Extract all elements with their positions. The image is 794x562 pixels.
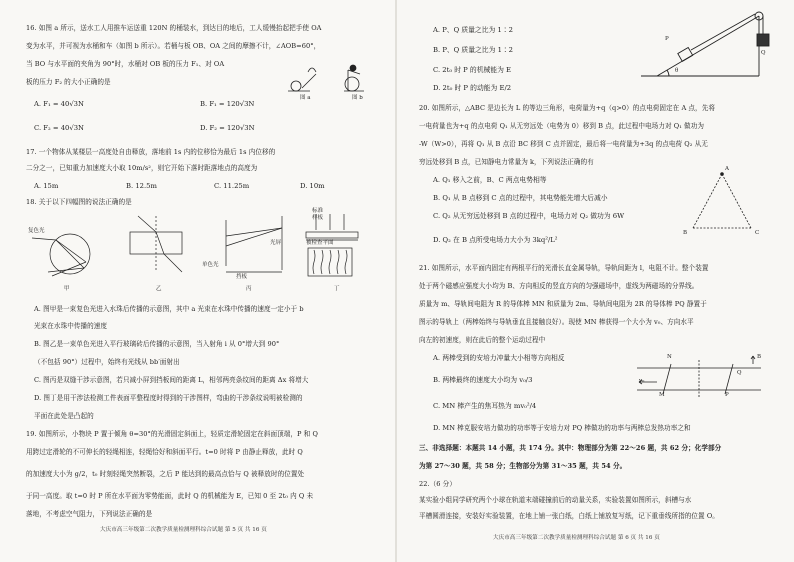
q17-option-a: A. 15m [34,182,59,190]
q19-line-5: 落地，不考虑空气阻力，下列说法正确的是 [26,510,153,518]
q19-option-d: D. 2t₀ 时 P 的动能为 E/2 [433,84,512,92]
q18-option-a-1: A. 图甲是一束复色光进入水珠后传播的示意图，其中 a 光束在水珠中传播的速度一定小于 b [34,305,304,313]
q18-option-d-1: D. 图丁是用干涉法检测工件表面平整程度时得到的干涉图样，弯曲的干涉条纹说明被检测的 [34,394,303,402]
q19-line-4: 于同一高度。取 t=0 时 P 所在水平面为零势能面，此时 Q 的机械能为 E，已知 0 至 2t₀ 内 Q 未 [26,492,314,500]
q17-option-d: D. 10m [300,182,325,190]
right-page [397,0,794,562]
fig-q20-a: A [725,166,729,172]
q18-option-d-2: 平面在此处是凸起的 [34,412,94,420]
q21-line-5: 向左的初速度，则在此后的整个运动过程中 [419,336,546,344]
q18-line-1: 18. 关于以下四幅图的说法正确的是 [26,198,132,206]
fig-q19-theta: θ [675,68,679,74]
q19-option-a: A. P、Q 质量之比为 1∶2 [433,26,513,34]
fig-q21-m: M [659,392,665,398]
q20-triangle-figure [687,168,760,236]
q17-option-b: B. 12.5m [126,182,157,190]
q19-incline-figure [637,6,767,80]
section-3-line-2: 为第 27～30 题，共 58 分；生物部分为第 31～35 题，共 54 分。 [419,462,627,470]
q19-option-b: B. P、Q 质量之比为 1∶2 [433,46,514,54]
q17-line-2: 二分之一，已知重力加速度大小取 10m/s²，则它开始下落时距落地点的高度为 [26,164,258,172]
q22-line-1: 某实验小组同学研究两个小球在轨道末端碰撞前后的动量关系，实验装置如图所示，斜槽与水 [419,496,692,504]
q16-line-2: 变为水平，并可视为水桶和车（如图 b 所示）。若桶与板 OB、OA 之间的摩擦不计，∠AOB=60°， [26,42,321,50]
q16-figure [282,60,377,100]
q18-option-c: C. 图丙是双缝干涉示意图，若只减小屏到挡板间的距离 L，相邻两亮条纹间的距离 Δx 将增大 [34,376,309,384]
fig-biaozhun-label: 标准 [312,208,324,214]
q19-line-1: 19. 如图所示，小物块 P 置于倾角 θ=30°的光滑固定斜面上，轻质定滑轮固定在斜面顶端，P 和 Q [26,430,318,438]
section-3-line-1: 三、非选择题：本题共 14 小题，共 174 分。其中：物理部分为第 22～26 题，共 62 分；化学部分 [419,444,722,452]
fig-ding-label: 丁 [334,286,340,292]
fig-q20-b: B [683,230,688,236]
q20-option-a: A. Q₁ 移入之前，B、C 两点电势相等 [433,176,547,184]
q16-option-d: D. F₂ = 120√3N [200,124,255,132]
q16-option-b: B. F₁ = 120√3N [200,100,255,108]
fig-fuse-label: 复色光 [28,228,45,234]
right-footer: 大庆市高三年级第二次教学质量检测理科综合试题 第 6 页 共 16 页 [493,535,660,541]
q16-line-1: 16. 如图 a 所示，送水工人用推车运送重 120N 的桶装水，到达目的地后，工人缓慢抬起把手使 OA [26,24,322,32]
fig-yi-label: 乙 [156,286,162,292]
q17-line-1: 17. 一个物体从某楼层一高度处自由释放，落地前 1s 内的位移恰为最后 1s 内位移的 [26,148,276,156]
fig-guanping-label: 光屏 [270,240,282,246]
q21-line-2: 处于两个磁感应强度大小均为 B、方向相反的竖直方向的匀强磁场中，虚线为两磁场的分界线。 [419,282,699,290]
q18-option-a-2: 光束在水珠中传播的速度 [34,322,108,330]
fig-dangban-label: 挡板 [236,274,248,280]
q22-line-2: 平槽圆滑连接，安装好实验装置，在地上铺一张白纸，白纸上铺放复写纸，记下重垂线所指的位置 O。 [419,512,719,520]
q21-option-b: B. 两棒最终的速度大小均为 v₀/3 [433,376,533,384]
q16-option-c: C. F₂ = 40√3N [34,124,84,132]
q20-line-4: 穷远处移到 B 点，已知静电力常量为 k，下列说法正确的有 [419,158,594,166]
q21-option-c: C. MN 棒产生的焦耳热为 mv₀²/4 [433,402,537,410]
q18-option-b-1: B. 图乙是一束单色光进入平行玻璃砖后传播的示意图，当入射角 i 从 0°增大到 90° [34,340,280,348]
q19-option-c: C. 2t₀ 时 P 的机械能为 E [433,66,512,74]
q21-line-4: 图示的导轨上（两棒始终与导轨垂直且接触良好）。现使 MN 棒获得一个大小为 v₀、方向水平 [419,318,694,326]
fig-q21-v0: v₀ [639,378,645,384]
q21-line-1: 21. 如图所示，水平面内固定有两根平行的光滑长直金属导轨，导轨间距为 l，电阻不计。整个装置 [419,264,709,272]
fig-q21-p: P [725,392,729,398]
q19-line-2: 用跨过定滑轮的不可伸长的轻绳相连，轻绳恰好和斜面平行。t=0 时将 P 由静止释放，此时 Q [26,448,303,456]
fig-yangban-label: 样板 [312,215,324,221]
fig-q21-b: B [757,354,762,360]
q20-line-1: 20. 如图所示，△ABC 是边长为 L 的等边三角形，电荷量为+q（q>0）的点电荷固定在 A 点，先将 [419,104,715,112]
q20-option-d: D. Q₂ 在 B 点所受电场力大小为 3kq²/L² [433,236,558,244]
q17-option-c: C. 11.25m [214,182,250,190]
q16-option-a: A. F₁ = 40√3N [34,100,84,108]
fig-q19-q: Q [761,50,766,56]
q21-line-3: 质量为 m、导轨间电阻为 R 的导体棒 MN 和质量为 2m、导轨间电阻为 2R 的导体棒 PQ 静置于 [419,300,707,308]
q19-line-3: 的加速度大小为 g/2，t₀ 时刻轻绳突然断裂，之后 P 能达到的最高点恰与 Q 被释放时的位置处 [26,470,305,478]
q22-title: 22.（6 分） [419,480,456,488]
q20-option-b: B. Q₁ 从 B 点移到 C 点的过程中，其电势能先增大后减小 [433,194,608,202]
q18-option-b-2: （不包括 90°）过程中，始终有光线从 bb′面射出 [34,358,180,366]
q21-option-d: D. MN 棒克服安培力做功的功率等于安培力对 PQ 棒做功的功率与两棒总发热功率之和 [433,424,691,432]
fig-q19-p: P [665,36,669,42]
q21-rails-figure [633,352,765,402]
fig-beijian-label: 被检查平面 [306,240,334,246]
fig-q21-n: N [667,354,672,360]
q20-option-c: C. Q₂ 从无穷远处移到 B 点的过程中，电场力对 Q₂ 做功为 6W [433,212,625,220]
q20-line-2: 一电荷量也为+q 的点电荷 Q₁ 从无穷远处（电势为 0）移到 B 点，此过程中电场力对 Q₁ 做功为 [419,122,704,130]
q16-line-4: 板的压力 F₂ 的大小正确的是 [26,78,111,86]
fig-jia-label: 甲 [64,286,70,292]
q20-line-3: -W（W>0），再将 Q₁ 从 B 点沿 BC 移到 C 点并固定，最后将一电荷量为+3q 的点电荷 Q₂ 从无 [419,140,708,148]
fig-q21-q: Q [737,370,742,376]
fig-b-label: 图 b [352,95,363,101]
q16-line-3: 当 BO 与水平面的夹角为 90°时，水桶对 OB 板的压力 F₁、对 OA [26,60,225,68]
fig-a-label: 图 a [300,95,311,101]
q18-figures [26,210,376,284]
left-footer: 大庆市高三年级第二次教学质量检测理科综合试题 第 5 页 共 16 页 [100,527,267,533]
fig-bing-label: 丙 [246,286,252,292]
fig-q20-c: C [755,230,760,236]
fig-dansel-label: 单色光 [202,262,219,268]
q21-option-a: A. 两棒受到的安培力冲量大小相等方向相反 [433,354,565,362]
